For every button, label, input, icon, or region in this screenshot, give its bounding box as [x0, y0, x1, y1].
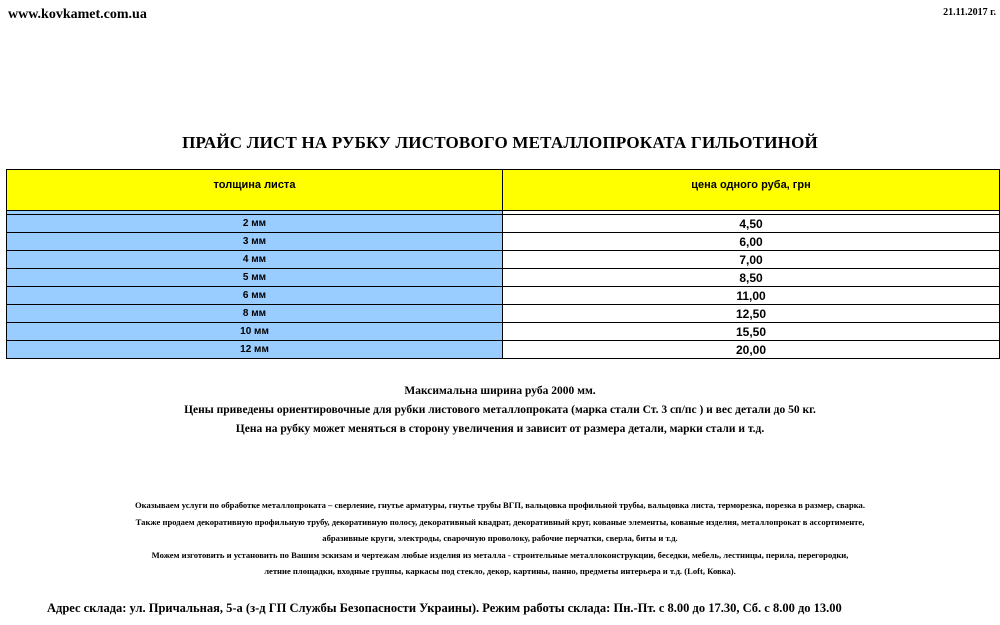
notes-block: [0, 382, 1000, 439]
note-price-change: Цена на рубку может меняться в сторону увеличения и зависит от размера детали, марки стали и т.д.: [235, 423, 765, 435]
services-block: [0, 497, 1000, 580]
services-line: Также продаем декоративную профильную трубу, декоративную полосу, декоративный квадрат, декоративный круг, кованые элементы, кованые изделия, металлопрокат в ассортименте,: [135, 516, 865, 527]
site-url: www.kovkamet.com.ua: [8, 7, 147, 22]
note-max-width: Максимальна ширина руба 2000 мм.: [404, 385, 596, 397]
table-row: [7, 305, 1000, 323]
price-table: [6, 169, 1000, 359]
table-row: [7, 269, 1000, 287]
services-line: Можем изготовить и установить по Вашим эскизам и чертежам любые изделия из металла - строительные металлоконструкции, беседки, мебель, лестницы, перила, перегородки,: [151, 549, 849, 560]
table-row: [7, 323, 1000, 341]
price-cell: 7,00: [503, 251, 1000, 269]
table-row: [7, 251, 1000, 269]
table-row: [7, 341, 1000, 359]
table-row: [7, 215, 1000, 233]
services-line: абразивные круги, электроды, сварочную проволоку, рабочие перчатки, сверла, биты и т.д.: [322, 533, 678, 543]
price-cell: 12,50: [503, 305, 1000, 323]
services-line: Оказываем услуги по обработке металлопроката – сверление, гнутье арматуры, гнутье трубы ВГП, вальцовка профильной трубы, вальцовка листа, терморезка, порезка в размер, сварка.: [134, 500, 865, 510]
thickness-cell: 2 мм: [7, 215, 503, 233]
table-row: [7, 233, 1000, 251]
services-line: летние площадки, входные группы, каркасы под стекло, декор, картины, панно, предметы интерьера и т.д. (Loft, Ковка).: [264, 566, 736, 576]
note-prices-approx: Цены приведены ориентировочные для рубки листового металлопроката (марка стали Ст. 3 сп/пс ) и вес детали до 50 кг.: [184, 404, 816, 416]
warehouse-address: Адрес склада: ул. Причальная, 5-а (з-д ГП Службы Безопасности Украины). Режим работы склада: Пн.-Пт. с 8.00 до 17.30, Сб. с 8.00 до 13.00: [47, 601, 842, 615]
thickness-cell: 8 мм: [7, 305, 503, 323]
column-header-thickness: толщина листа: [7, 170, 503, 211]
page-title: ПРАЙС ЛИСТ НА РУБКУ ЛИСТОВОГО МЕТАЛЛОПРОКАТА ГИЛЬОТИНОЙ: [182, 133, 818, 152]
thickness-cell: 12 мм: [7, 341, 503, 359]
price-cell: 4,50: [503, 215, 1000, 233]
price-cell: 15,50: [503, 323, 1000, 341]
price-cell: 20,00: [503, 341, 1000, 359]
thickness-cell: 6 мм: [7, 287, 503, 305]
thickness-cell: 3 мм: [7, 233, 503, 251]
table-row: [7, 287, 1000, 305]
price-cell: 11,00: [503, 287, 1000, 305]
document-date: 21.11.2017 г.: [943, 7, 996, 18]
thickness-cell: 4 мм: [7, 251, 503, 269]
thickness-cell: 5 мм: [7, 269, 503, 287]
thickness-cell: 10 мм: [7, 323, 503, 341]
table-header-row: [7, 170, 1000, 211]
column-header-price: цена одного руба, грн: [503, 170, 1000, 211]
price-cell: 8,50: [503, 269, 1000, 287]
price-cell: 6,00: [503, 233, 1000, 251]
